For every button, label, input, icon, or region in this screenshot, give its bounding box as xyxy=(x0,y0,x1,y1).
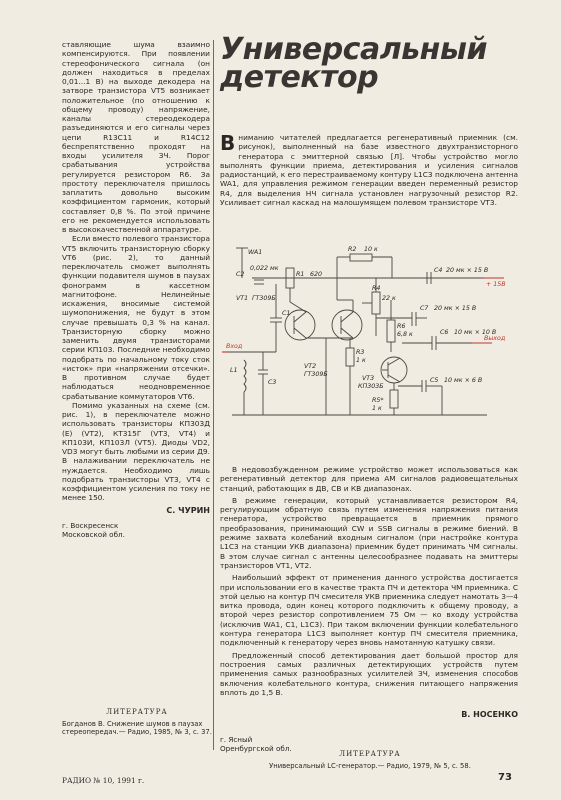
label-r6-value: 6,8 к xyxy=(397,331,413,338)
label-r1: R1 xyxy=(296,271,305,278)
label-plus-supply: + 15В xyxy=(486,281,506,288)
label-c1: C1 xyxy=(282,310,291,317)
label-r6: R6 xyxy=(397,323,406,330)
article-title-line1: Универсальный xyxy=(220,32,488,67)
label-wa1: WA1 xyxy=(248,249,263,256)
label-vt3: VT3 xyxy=(362,375,375,382)
article-literature xyxy=(220,750,520,770)
label-r5: R5* xyxy=(372,397,384,404)
left-paragraph-1: ставляющие шума взаимно компенсируются. При появлении стереофонического сигнала (он должен находиться в пределах 0,01...1 В) на выходе декодера на затворе транзистора VT5 возникает положительное (по отношению к общему проводу) напряжение, каналы стереодекодера разъединяются и его сигналы через цепи R13C11 и R14C12 беспрепятственно проходят на входы усилителя ЗЧ. Порог срабатывания устройства регулируется резистором R6. За простоту переключателя пришлось заплатить довольно высоким коэффициентом гармоник, который составляет 0,8 %. По этой причине его не рекомендуется использовать в высококачественной аппаратуре. xyxy=(62,40,210,234)
article-paragraph-2: В режиме генерации, который устанавливается резистором R4, регулирующим обратную связь путем изменения напряжения питания генератора, устройство превращается в приемник прямого преобразования, принимающий CW и SSB сигналы в режиме биений. В режиме захвата колебаний входным сигналом (при настройке контура L1C3 на станции УКВ диапазона) приемник будет принимать ЧМ сигналы. В этом случае сигнал с антенны целесообразнее подавать на эмиттеры транзисторов VT1, VT2. xyxy=(220,495,518,570)
label-c4-value: 20 мк × 15 В xyxy=(446,267,489,274)
label-c5: C5 xyxy=(430,377,439,384)
label-c4: C4 xyxy=(434,267,443,274)
label-c2: C2 xyxy=(236,271,245,278)
label-r3-value: 1 к xyxy=(356,357,366,364)
label-c7-value: 20 мк × 15 В xyxy=(434,305,477,312)
label-vt2: VT2 xyxy=(304,363,317,370)
left-literature xyxy=(62,708,212,737)
left-paragraph-3: Помимо указанных на схеме (см. рис. 1), в переключателе можно использовать транзисторы КП303Д (Е) (VT2), КТ315Г (VT3, VT4) и КП103И, КП103Л (VT5). Диоды VD2, VD3 могут быть любыми из серии Д9. В налаживании переключатель не нуждается. Необходимо лишь подобрать транзисторы VT3, VT4 с коэффициентом усиления по току не менее 150. xyxy=(62,400,210,503)
left-author: С. ЧУРИН xyxy=(166,505,210,515)
article-paragraph-4: Предложенный способ детектирования дает большой простор для построения самых различных детектирующих устройств путем применения самых разнообразных усилителей ЗЧ, изменения способов включения колебательного контура, снижения питающего напряжения вплоть до 1,5 В. xyxy=(220,650,518,697)
article-paragraph-1: В недовозбужденном режиме устройство может использоваться как регенеративный детектор для приема AM сигналов радиовещательных станций, работающих в ДВ, СВ и КВ диапазонах. xyxy=(220,465,518,493)
page-number: 73 xyxy=(498,772,512,783)
label-input: Вход xyxy=(226,343,243,350)
label-output: Выход xyxy=(484,335,506,342)
label-r5-value: 1 к xyxy=(372,405,382,412)
label-r4-value: 22 к xyxy=(382,295,396,302)
label-r1-value: 620 xyxy=(310,271,323,278)
column-divider xyxy=(213,40,214,750)
article-literature-heading: ЛИТЕРАТУРА xyxy=(339,750,401,758)
label-c6: C6 xyxy=(440,329,449,336)
left-place xyxy=(62,521,210,539)
article-author: В. НОСЕНКО xyxy=(461,710,518,719)
article-paragraph-3: Наибольший эффект от применения данного устройства достигается при использовании его в качестве тракта ПЧ и детектора ЧМ приемника. С этой целью на контур ПЧ смесителя УКВ приемника следует намотать 3—4 витка провода, один конец которого подключить к общему проводу, а второй через резистор сопротивлением 75 Ом — ко входу устройства (исключив WA1, C1, L1C3). При таком включении функции колебательного контура генератора L1C3 выполняет контур ПЧ смесителя приемника, подключенный к генератору через вновь намотанную катушку связи. xyxy=(220,573,518,648)
left-paragraph-2: Если вместо полевого транзистора VT5 включить транзисторную сборку VT6 (рис. 2), то данный переключатель сможет выполнять функции подавителя шумов в паузах фонограмм в кассетном магнитофоне. Нелинейные искажения, вносимые системой шумопонижения, не будут в этом случае превышать 0,3 % на канал. Транзисторную сборку можно заменить двумя транзисторами серии КП103. Последние необходимо подобрать по начальному току сток «исток» при «напряжении отсечки». В противном случае будет наблюдаться неодновременное срабатывание коммутаторов VT6. xyxy=(62,234,210,401)
article-title-line2: детектор xyxy=(220,60,379,95)
left-column xyxy=(62,40,210,539)
label-c3: C3 xyxy=(268,379,277,386)
article-place-city: г. Ясный xyxy=(220,735,253,744)
label-vt3-type: КП303Б xyxy=(358,383,384,390)
label-vt1: VT1 xyxy=(236,295,249,302)
drop-cap: В xyxy=(220,131,236,155)
label-r3: R3 xyxy=(356,349,365,356)
label-r2: R2 xyxy=(348,246,357,253)
label-c6-value: 10 мк × 10 В xyxy=(454,329,497,336)
left-place-city: г. Воскресенск xyxy=(62,520,119,530)
article-body xyxy=(220,465,518,700)
label-r2-value: 10 к xyxy=(364,246,378,253)
circuit-schematic xyxy=(222,240,520,440)
article-intro-text: ниманию читателей предлагается регенеративный приемник (см. рисунок), выполненный на базе известного двухтранзисторного генератора с эмиттерной связью [Л]. Чтобы устройство могло выполнять функции приема, детектирования и усиления сигналов радиостанций, к его перестраиваемому контуру L1C3 подключена антенна WA1, для управления режимом генерации введен переменный резистор R4, для выделения НЧ сигнала установлен нагрузочный резистор R2. Усиливает сигнал каскад на малошумящем полевом транзисторе VT3. xyxy=(220,133,518,208)
article-literature-entry: Универсальный LC-генератор.— Радио, 1979, № 5, с. 58. xyxy=(269,761,471,770)
label-c5-value: 10 мк × 6 В xyxy=(444,377,483,384)
article-intro xyxy=(220,133,518,207)
journal-footer: РАДИО № 10, 1991 г. xyxy=(62,776,145,785)
label-c2-value: 0,022 мк xyxy=(250,265,279,272)
label-r4: R4 xyxy=(372,285,381,292)
left-place-region: Московской обл. xyxy=(62,529,125,539)
label-vt2-type: ГТ309Б xyxy=(304,371,328,378)
label-l1: L1 xyxy=(230,367,238,374)
label-vt1-type: ГТ309Б xyxy=(252,295,276,302)
article-place-region: Оренбургской обл. xyxy=(220,744,292,753)
left-literature-entry: Богданов В. Снижение шумов в паузах стереопередач.— Радио, 1985, № 3, с. 37. xyxy=(62,719,212,737)
left-literature-heading: ЛИТЕРАТУРА xyxy=(106,708,168,716)
label-c7: C7 xyxy=(420,305,429,312)
article-title xyxy=(220,32,520,95)
